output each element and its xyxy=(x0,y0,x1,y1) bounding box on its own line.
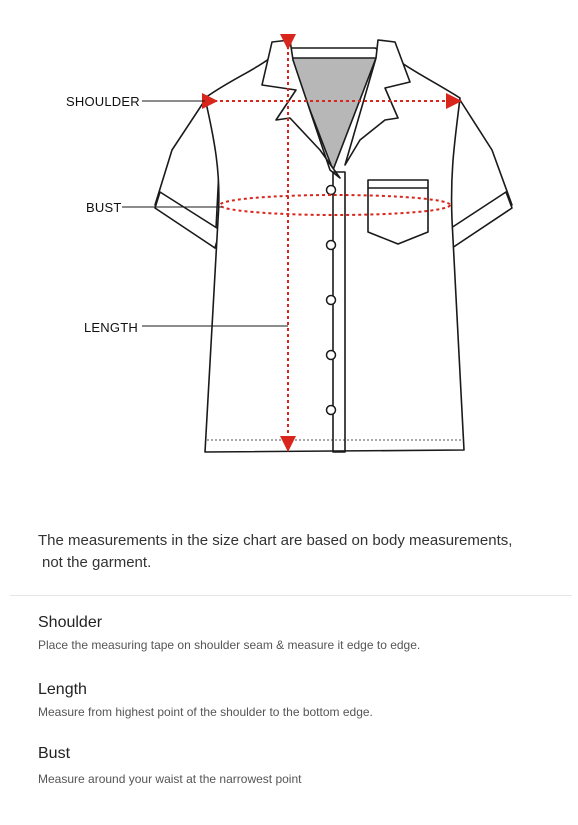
guide-description: Place the measuring tape on shoulder seam & measure it edge to edge. xyxy=(38,638,421,652)
button xyxy=(327,241,336,250)
measurement-note xyxy=(38,530,558,574)
guide-item-shoulder xyxy=(38,614,568,652)
divider xyxy=(10,595,572,596)
measurement-note-line1: The measurements in the size chart are based on body measurements, xyxy=(38,532,513,549)
guide-description: Measure from highest point of the shoulder to the bottom edge. xyxy=(38,705,373,719)
measurement-note-line2: not the garment. xyxy=(42,554,152,571)
button xyxy=(327,186,336,195)
guide-title: Length xyxy=(38,681,87,698)
button xyxy=(327,296,336,305)
shoulder-label: SHOULDER xyxy=(66,94,140,109)
button xyxy=(327,406,336,415)
guide-title: Shoulder xyxy=(38,614,103,631)
guide-item-length xyxy=(38,681,568,719)
length-label: LENGTH xyxy=(84,320,138,335)
button xyxy=(327,351,336,360)
guide-title: Bust xyxy=(38,745,71,762)
guide-item-bust xyxy=(38,745,568,786)
bust-label: BUST xyxy=(86,200,122,215)
guide-description: Measure around your waist at the narrowest point xyxy=(38,772,302,786)
